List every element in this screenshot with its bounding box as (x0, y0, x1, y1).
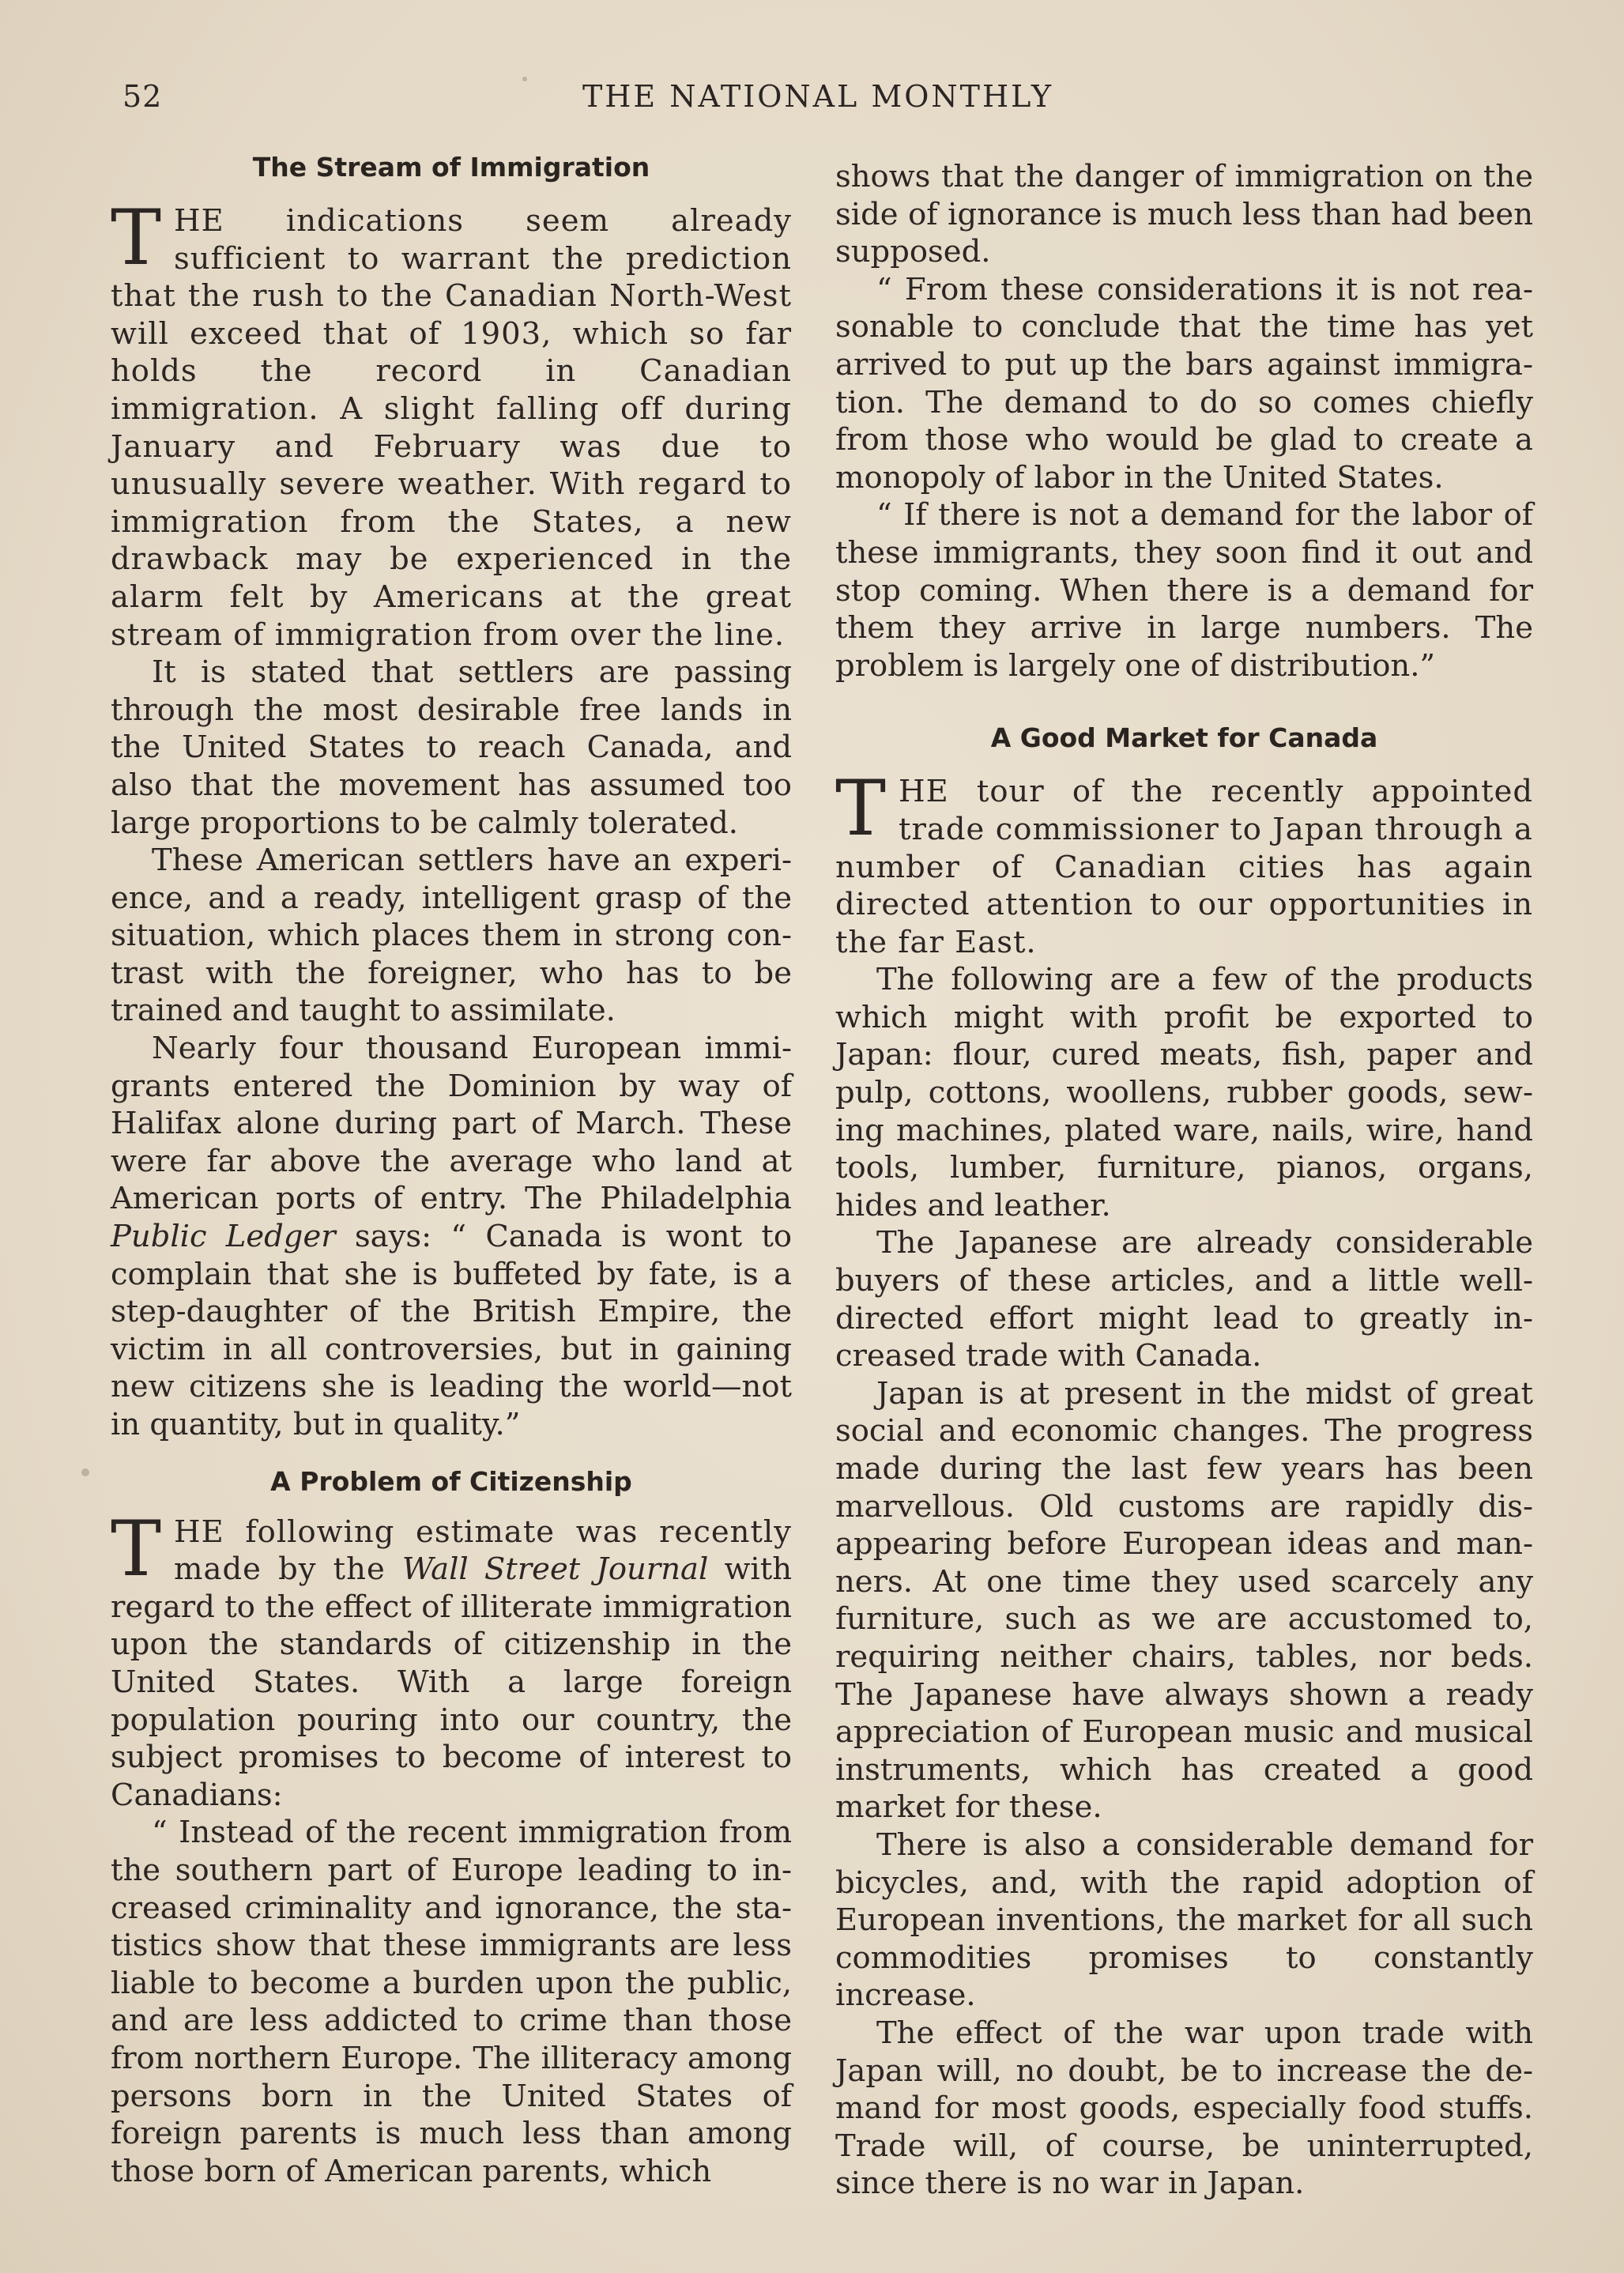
journal-title: THE NATIONAL MONTHLY (582, 79, 1054, 114)
paragraph-text: HE indications seem already sufficient to warrant the prediction that the rush to the Canadian North-West will exceed that of 1903, which so far holds the record in Canadian immigration. A slight falling off during January and February was due to unusually severe weather. With regard to immigration from the States, a new drawback may be experienced in the alarm felt by Americans at the great stream of immigration from over the line. (111, 203, 792, 653)
article-heading: The Stream of Immigration (252, 152, 650, 183)
article-paragraph: These American settlers have an experience, and a ready, intelligent grasp of the situation, which places them in strong contrast with the foreigner, who has to be trained and taught to assimilate. (111, 842, 792, 1029)
article-problem-of-citizenship-continued (835, 158, 1533, 684)
drop-cap: T (111, 1504, 162, 1593)
article-paragraph: “ From these considerations it is not reasonable to conclude that the time has yet arrived to put up the bars against immigration. The demand to do so comes chiefly from those who would be glad to create a monopoly of labor in the United States. (835, 271, 1533, 496)
article-paragraph (111, 194, 792, 654)
article-problem-of-citizenship (111, 1464, 792, 2191)
article-paragraph: shows that the danger of immigration on the side of ignorance is much less than had been supposed. (835, 159, 1533, 270)
article-paragraph (111, 1030, 792, 1444)
article-heading: A Problem of Citizenship (270, 1465, 632, 1497)
publication-name: Public Ledger (111, 1219, 336, 1255)
paper-spot (522, 77, 527, 81)
article-paragraph: There is also a considerable demand for bicycles, and, with the rapid adoption of European inventions, the market for all such commodities promises to constantly increase. (835, 1826, 1533, 2014)
article-paragraph: “ Instead of the recent immigration from the southern part of Europe leading to increased criminality and ignorance, the statistics show that these immigrants are less liable to become a burden upon the public, and are less addicted to crime than those from northern Europe. The illiteracy among persons born in the United States of foreign parents is much less than among those born of American parents, which (111, 1815, 792, 2189)
article-heading: A Good Market for Canada (990, 722, 1378, 754)
article-good-market-for-canada (835, 721, 1533, 2203)
left-column (111, 150, 792, 2190)
paper-spot (81, 1468, 89, 1476)
paragraph-text: Nearly four thousand European immigrants entered the Dominion by way of Halifax alone during part of March. These were far above the average who land at American ports of entry. The Philadelphia (111, 1031, 792, 1217)
article-paragraph: The effect of the war upon trade with Japan will, no doubt, be to increase the demand for most goods, especially food stuffs. Trade will, of course, be uninterrupted, since there is no war in Japan. (835, 2015, 1533, 2202)
article-paragraph (835, 764, 1533, 961)
drop-cap: T (835, 764, 887, 854)
running-head (122, 79, 1513, 126)
article-paragraph: Japan is at present in the midst of great social and economic changes. The progress made during the last few years has been marvellous. Old customs are rapidly disappearing before European ideas and manners. At one time they used scarcely any furniture, such as we are accustomed to, requiring neither chairs, tables, nor beds. The Japanese have always shown a ready appreciation of European music and musical instruments, which has created a good market for these. (835, 1375, 1533, 1826)
article-paragraph: The Japanese are already considerable buyers of these articles, and a little well-directed effort might lead to greatly increased trade with Canada. (835, 1225, 1533, 1374)
article-paragraph (111, 1504, 792, 1815)
paragraph-text: says: “ Canada is wont to complain that she is buffeted by fate, is a step-daughter of the British Empire, the victim in all controversies, but in gaining new citizens she is leading the world—not in quantity, but in quality.” (111, 1219, 792, 1442)
publication-name: Wall Street Journal (401, 1551, 709, 1588)
article-paragraph: The following are a few of the products which might with profit be exported to Japan: flour, cured meats, fish, paper and pulp, cottons, woollens, rubber goods, sewing machines, plated ware, nails, wire, hand tools, lumber, furniture, pianos, organs, hides and leather. (835, 962, 1533, 1223)
paragraph-text: HE tour of the recently appointed trade commissioner to Japan through a number of Canadian cities has again directed attention to our opportunities in the far East. (835, 774, 1533, 960)
article-stream-of-immigration (111, 150, 792, 1444)
paragraph-text: HE following estimate was recently made by the (174, 1513, 792, 1588)
page-number: 52 (122, 79, 163, 114)
article-paragraph: It is stated that settlers are passing through the most desirable free lands in the United States to reach Canada, and also that the movement has assumed too large proportions to be calmly tolerated. (111, 654, 792, 841)
right-column (835, 158, 1533, 2203)
drop-cap: T (111, 194, 162, 282)
article-paragraph: “ If there is not a demand for the labor of these immigrants, they soon find it out and stop coming. When there is a demand for them they arrive in large numbers. The problem is largely one of distribution.” (835, 497, 1533, 684)
paragraph-text: with regard to the effect of illiterate immigration upon the standards of citizenship in the United States. With a large foreign population pouring into our country, the subject promises to become of interest to Canadians: (111, 1551, 792, 1813)
